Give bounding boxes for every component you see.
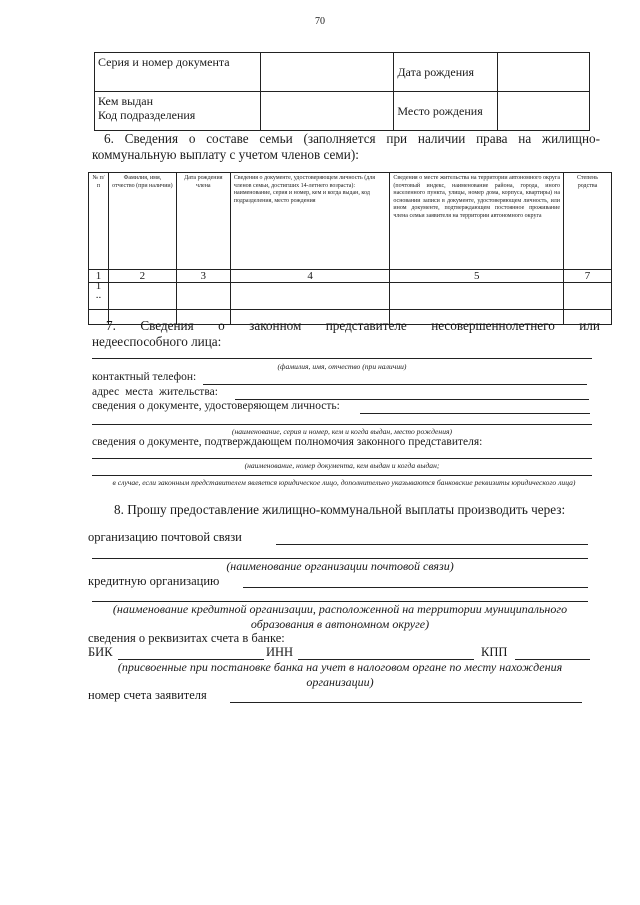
row-continuation: .. xyxy=(95,288,102,301)
header-birth-date: Дата рождения члена xyxy=(176,173,230,270)
heading-word: законном xyxy=(249,318,302,333)
legal-entity-note: в случае, если законным представителем является юридическое лицо, дополнительно указываются банковские реквизиты юридического лица) xyxy=(112,478,576,487)
birth-date-label: Дата рождения xyxy=(394,53,498,92)
identity-document-line-2[interactable] xyxy=(92,424,592,425)
col-number: 5 xyxy=(390,270,564,283)
col-number: 4 xyxy=(230,270,390,283)
credit-organization-label: кредитную организацию xyxy=(88,574,220,588)
division-code-label: Код подразделения xyxy=(98,108,196,122)
identity-document-caption: (наименование, серия и номер, кем и когда выдан, место рождения) xyxy=(231,427,453,436)
phone-line[interactable] xyxy=(203,384,587,385)
col-number: 7 xyxy=(564,270,612,283)
identity-document-label: сведения о документе, удостоверяющем личность: xyxy=(92,400,340,412)
table-cell[interactable] xyxy=(564,283,612,310)
heading-word: Сведения xyxy=(140,318,194,333)
family-composition-table xyxy=(88,172,612,325)
birth-place-label: Место рождения xyxy=(394,92,498,131)
header-residence: Сведения о месте жительства на территории автономного округа (почтовый индекс, наименование района, города, иного населенного пункта, улицы, номер дома, корпуса, квартиры) на основании записи в документе, удостоверяющем личность, или ином документе, подтверждающем постоянное проживание члена семьи заявителя на территории автономного округа xyxy=(390,173,564,270)
series-number-label: Серия и номер документа xyxy=(95,53,261,92)
birth-date-value[interactable] xyxy=(498,53,590,92)
table-cell[interactable] xyxy=(176,283,230,310)
issued-by-label: Кем выдан xyxy=(98,94,154,108)
header-full-name: Фамилия, имя, отчество (при наличии) xyxy=(108,173,176,270)
post-office-label: организацию почтовой связи xyxy=(88,530,242,544)
section-8-heading: 8. Прошу предоставление жилищно-коммунальной выплаты производить через: xyxy=(114,502,566,517)
heading-word: несовершеннолетнего xyxy=(431,318,555,333)
heading-word: 7. xyxy=(106,318,116,333)
identity-document-table xyxy=(94,52,590,131)
series-number-value[interactable] xyxy=(260,53,394,92)
kpp-label: КПП xyxy=(481,645,508,659)
heading-word: или xyxy=(579,318,600,333)
credit-organization-line[interactable] xyxy=(243,587,588,588)
heading-word: о xyxy=(218,318,225,333)
authority-document-label: сведения о документе, подтверждающем полномочия законного представителя: xyxy=(92,436,483,448)
section-7-heading-line2: недееспособного лица: xyxy=(92,334,222,349)
post-office-line[interactable] xyxy=(276,544,588,545)
heading-word: представителе xyxy=(325,318,407,333)
table-cell[interactable] xyxy=(108,283,176,310)
credit-organization-caption: (наименование кредитной организации, расположенной на территории муниципального образования в автономном округе) xyxy=(112,602,568,631)
representative-name-caption: (фамилия, имя, отчество (при наличии) xyxy=(277,362,407,371)
table-cell[interactable] xyxy=(390,283,564,310)
row-number: 1 xyxy=(95,280,102,292)
account-number-line[interactable] xyxy=(230,702,582,703)
address-label: адрес места жительства: xyxy=(92,386,218,398)
issued-by-cell xyxy=(95,92,261,131)
phone-label: контактный телефон: xyxy=(92,371,197,383)
authority-document-line[interactable] xyxy=(92,458,592,459)
section-6-heading: 6. Сведения о составе семьи (заполняется при наличии права на жилищно-коммунальную выплату с учетом членов семи): xyxy=(92,131,600,162)
representative-name-line[interactable] xyxy=(92,358,592,359)
col-number: 3 xyxy=(176,270,230,283)
bik-label: БИК xyxy=(88,645,113,659)
header-identity-document: Сведения о документе, удостоверяющем личность (для членов семьи, достигших 14-летнего возраста): наименование, серия и номер, кем и когда выдан, код подразделения, место рождения xyxy=(230,173,390,270)
header-number: № п/ п xyxy=(89,173,109,270)
page-number: 70 xyxy=(315,16,325,27)
post-office-caption: (наименование организации почтовой связи) xyxy=(226,559,454,573)
identity-document-line[interactable] xyxy=(360,413,590,414)
bank-details-label: сведения о реквизитах счета в банке: xyxy=(88,631,285,645)
issued-by-value[interactable] xyxy=(260,92,394,131)
inn-label: ИНН xyxy=(266,645,294,659)
authority-document-line-2[interactable] xyxy=(92,475,592,476)
col-number: 1 xyxy=(89,270,109,283)
bank-details-caption: (присвоенные при постановке банка на учет в налоговом органе по месту нахождения организации) xyxy=(117,660,563,689)
birth-place-value[interactable] xyxy=(498,92,590,131)
col-number: 2 xyxy=(108,270,176,283)
section-7-heading xyxy=(92,318,600,350)
table-row-number xyxy=(89,280,109,310)
authority-document-caption: (наименование, номер документа, кем выдан и когда выдан; xyxy=(244,461,440,470)
header-relationship: Степень родства xyxy=(564,173,612,270)
table-cell[interactable] xyxy=(230,283,390,310)
account-number-label: номер счета заявителя xyxy=(88,688,207,702)
